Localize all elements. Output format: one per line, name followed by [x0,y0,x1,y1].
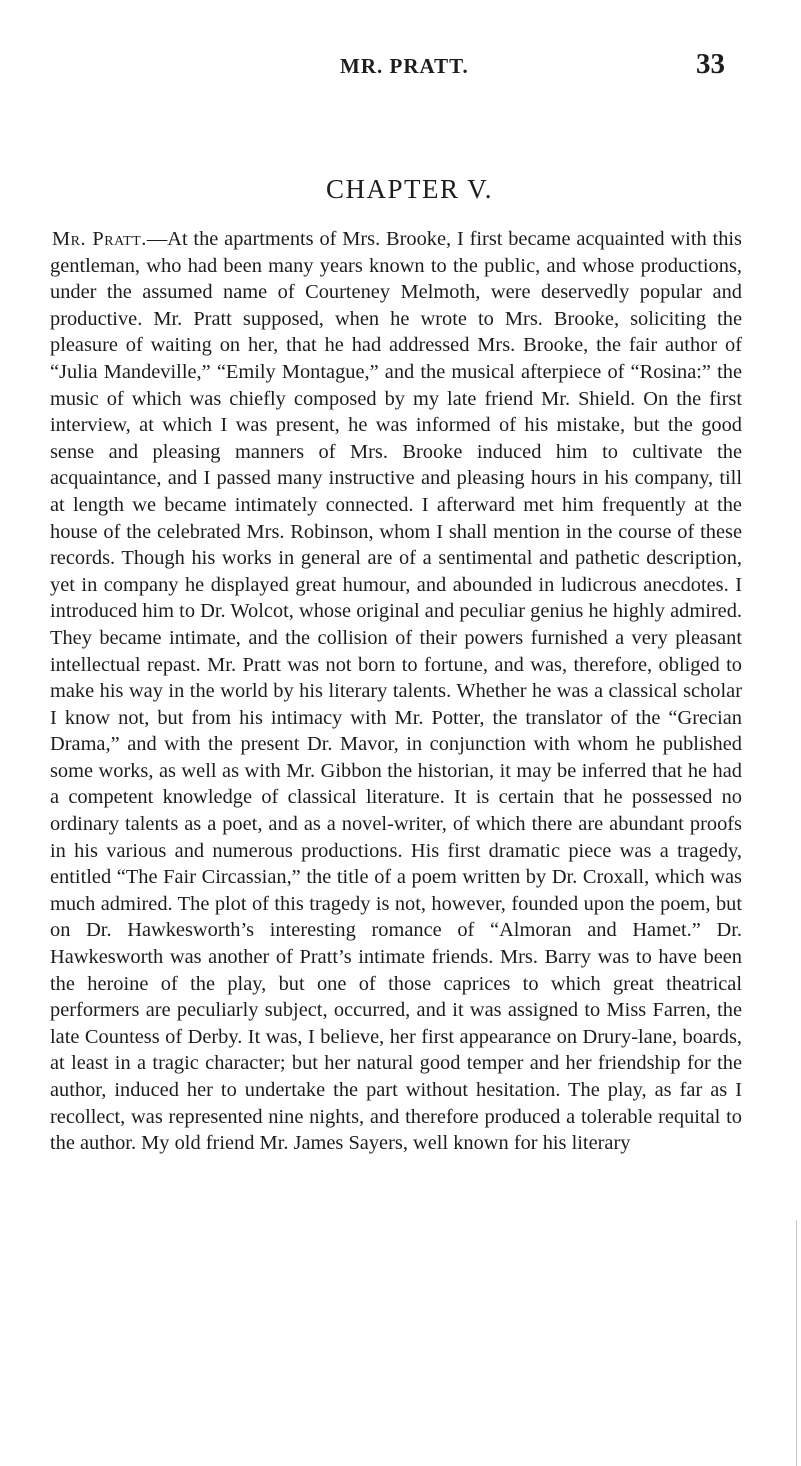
lead-name: Mr. Pratt. [52,228,147,250]
body-text [50,226,742,1157]
page-edge-line [796,1220,797,1466]
page-number: 33 [696,48,725,80]
paragraph-text: —At the apartments of Mrs. Brooke, I first became acquainted with this gentleman, who had been many years known to the public, and whose productions, under the assumed name of Courteney Melmoth, were deservedly popular and productive. Mr. Pratt supposed, when he wrote to Mrs. Brooke, soliciting the pleasure of waiting on her, that he had addressed Mrs. Brooke, the fair author of “Julia Mandeville,” “Emily Montague,” and the musical afterpiece of “Rosina:” the music of which was chiefly composed by my late friend Mr. Shield. On the first interview, at which I was present, he was informed of his mistake, but the good sense and pleasing manners of Mrs. Brooke induced him to cultivate the acquaintance, and I passed many instructive and pleasing hours in his company, till at length we became intimately connected. I afterward met him frequently at the house of the celebrated Mrs. Robinson, whom I shall mention in the course of these records. Though his works in general are of a sentimental and pathetic description, yet in company he displayed great humour, and abounded in ludicrous anecdotes. I introduced him to Dr. Wolcot, whose original and peculiar genius he highly admired. They became intimate, and the collision of their powers furnished a very pleasant intellectual repast. Mr. Pratt was not born to fortune, and was, therefore, obliged to make his way in the world by his literary talents. Whether he was a classical scholar I know not, but from his intimacy with Mr. Potter, the translator of the “Grecian Drama,” and with the present Dr. Mavor, in conjunction with whom he published some works, as well as with Mr. Gibbon the historian, it may be inferred that he had a competent knowledge of classical literature. It is certain that he possessed no ordinary talents as a poet, and as a novel-writer, of which there are abundant proofs in his various and numerous productions. His first dramatic piece was a tragedy, entitled “The Fair Circassian,” the title of a poem written by Dr. Croxall, which was much admired. The plot of this tragedy is not, however, founded upon the poem, but on Dr. Hawkesworth’s interesting romance of “Almoran and Hamet.” Dr. Hawkesworth was another of Pratt’s intimate friends. Mrs. Barry was to have been the heroine of the play, but one of those caprices to which great theatrical performers are peculiarly subject, occurred, and it was assigned to Miss Farren, the late Countess of Derby. It was, I believe, her first appearance on Drury-lane, boards, at least in a tragic character; but her natural good temper and her friendship for the author, induced her to undertake the part without hesitation. The play, as far as I recollect, was represented nine nights, and therefore produced a tolerable requital to the author. My old friend Mr. James Sayers, well known for his literary [50,228,742,1155]
running-title: MR. PRATT. [340,54,469,78]
chapter-heading: CHAPTER V. [325,174,494,204]
running-head [0,48,801,88]
paragraph [50,226,742,1157]
